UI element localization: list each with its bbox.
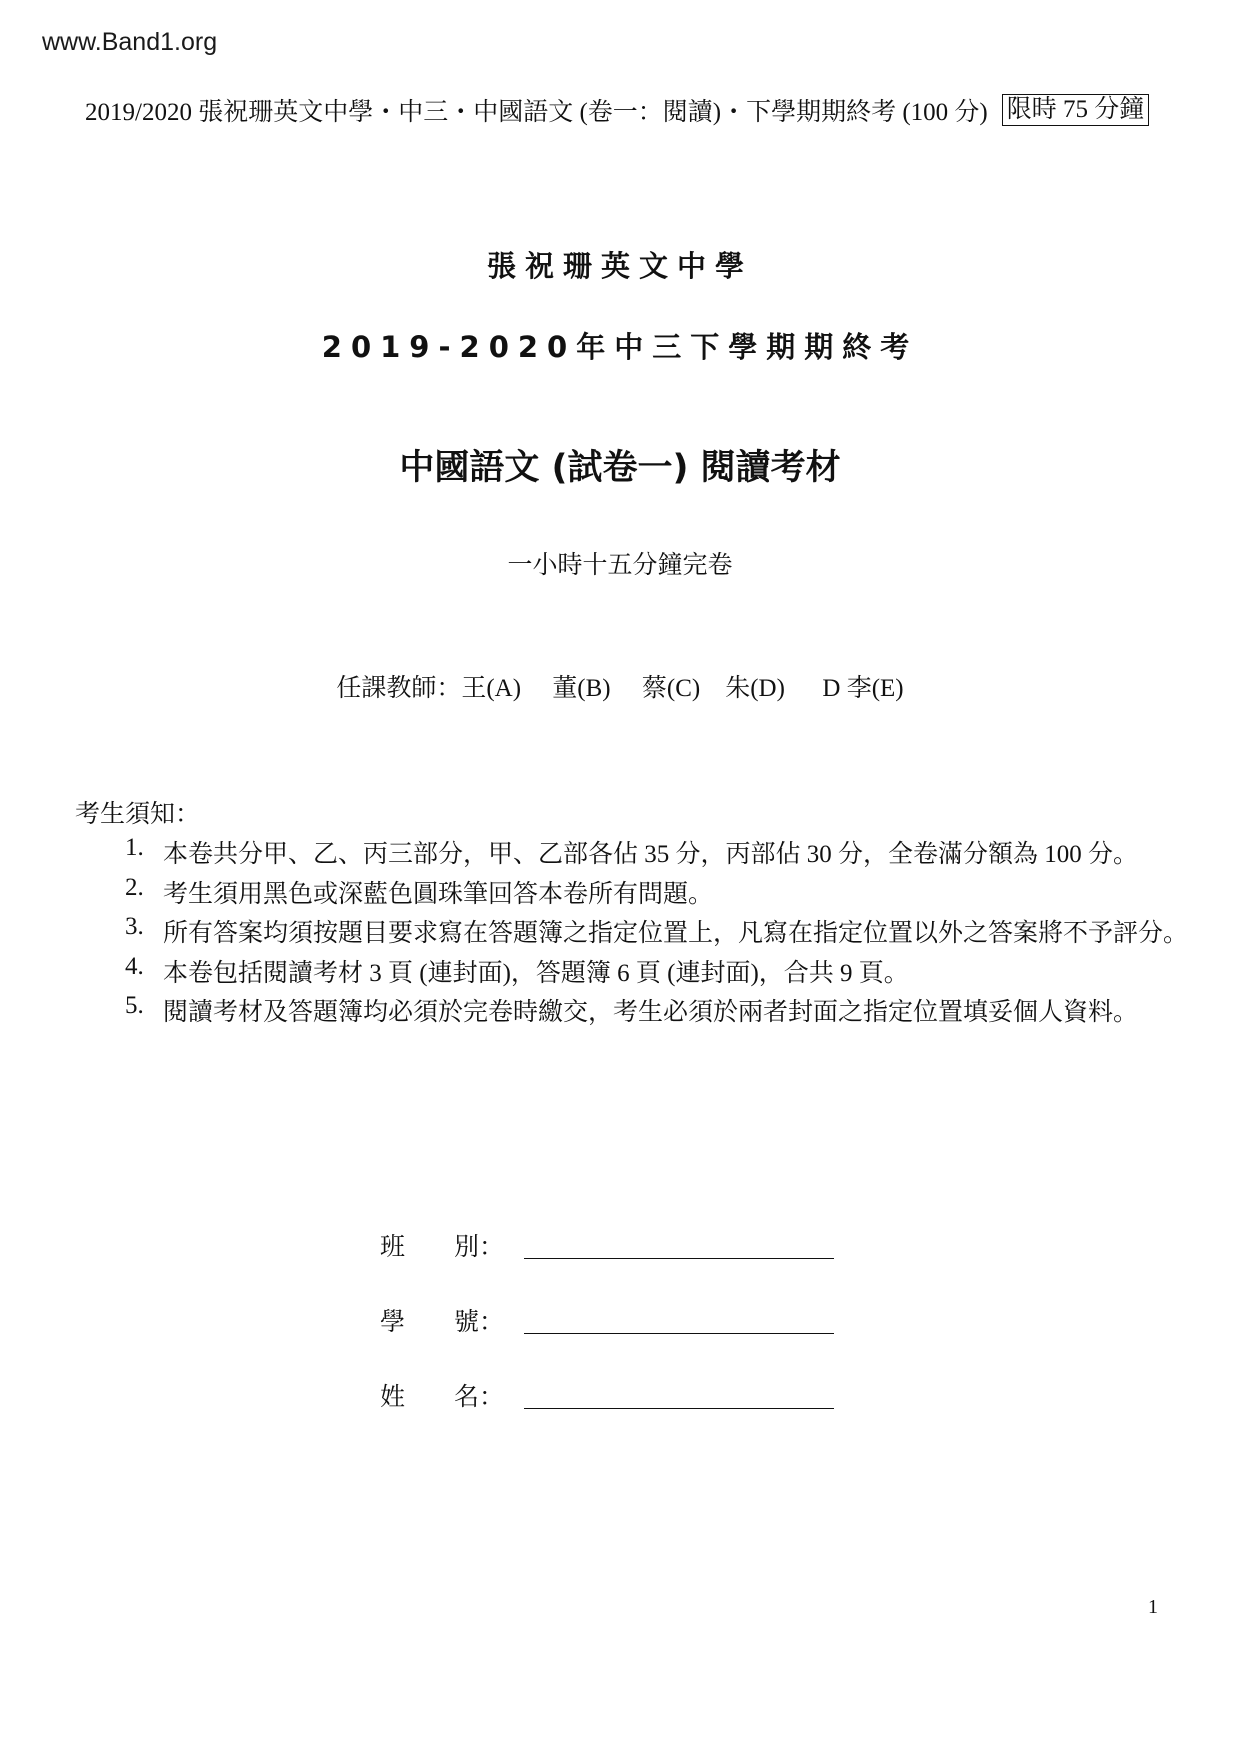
teachers-line: 任課教師：王(A) 董(B) 蔡(C) 朱(D) D 李(E): [336, 675, 904, 702]
exam-duration: 一小時十五分鐘完卷: [507, 552, 733, 579]
page-header: [85, 92, 1165, 128]
class-label-2: 別：: [454, 1234, 505, 1261]
student-number-field-row: [380, 1263, 834, 1338]
notice-text: 考生須用黑色或深藍色圓珠筆回答本卷所有問題。: [163, 880, 714, 908]
school-name: 張祝珊英文中學: [486, 249, 753, 283]
notice-title: 考生須知：: [75, 801, 201, 828]
notice-number: 3.: [125, 913, 144, 940]
notice-number: 5.: [125, 992, 144, 1019]
notice-text: 本卷包括閱讀考材 3 頁 (連封面)，答題簿 6 頁 (連封面)，合共 9 頁。: [163, 959, 909, 987]
name-label-1: 姓: [380, 1384, 406, 1411]
notice-text: 所有答案均須按題目要求寫在答題簿之指定位置上，凡寫在指定位置以外之答案將不予評分。: [163, 920, 1189, 947]
notice-item: [125, 953, 1188, 993]
student-number-blank[interactable]: [524, 1307, 834, 1334]
name-field-row: [380, 1338, 834, 1413]
class-blank[interactable]: [524, 1232, 834, 1259]
name-label-2: 名：: [454, 1384, 505, 1411]
notice-item: [125, 913, 1188, 953]
page-number: 1: [1148, 1596, 1158, 1618]
notice-item: [125, 834, 1188, 874]
notice-text: 閱讀考材及答題簿均必須於完卷時繳交，考生必須於兩者封面之指定位置填妥個人資料。: [163, 999, 1139, 1026]
exam-title: 2019-2020年中三下學期期終考: [321, 330, 919, 364]
notice-number: 2.: [125, 873, 144, 901]
notice-number: 4.: [125, 952, 144, 980]
student-number-label-1: 學: [380, 1309, 406, 1336]
notice-item: [125, 874, 1188, 914]
notice-number: 1.: [125, 834, 144, 861]
header-text: 2019/2020 張祝珊英文中學・中三・中國語文 (卷一：閱讀)・下學期期終考 (100 分): [85, 99, 988, 126]
class-field-row: [380, 1188, 834, 1263]
watermark-url: www.Band1.org: [42, 28, 218, 56]
notice-item: [125, 992, 1188, 1032]
notice-text: 本卷共分甲、乙、丙三部分，甲、乙部各佔 35 分，丙部佔 30 分，全卷滿分額為 100 分。: [163, 841, 1139, 868]
name-blank[interactable]: [524, 1382, 834, 1409]
class-label-1: 班: [380, 1234, 406, 1261]
student-info-fields: [380, 1188, 834, 1413]
subject-title: 中國語文 (試卷一) 閱讀考材: [399, 448, 841, 488]
time-limit-box: 限時 75 分鐘: [1002, 94, 1150, 126]
notice-list: [125, 834, 1188, 1032]
student-number-label-2: 號：: [454, 1309, 505, 1336]
